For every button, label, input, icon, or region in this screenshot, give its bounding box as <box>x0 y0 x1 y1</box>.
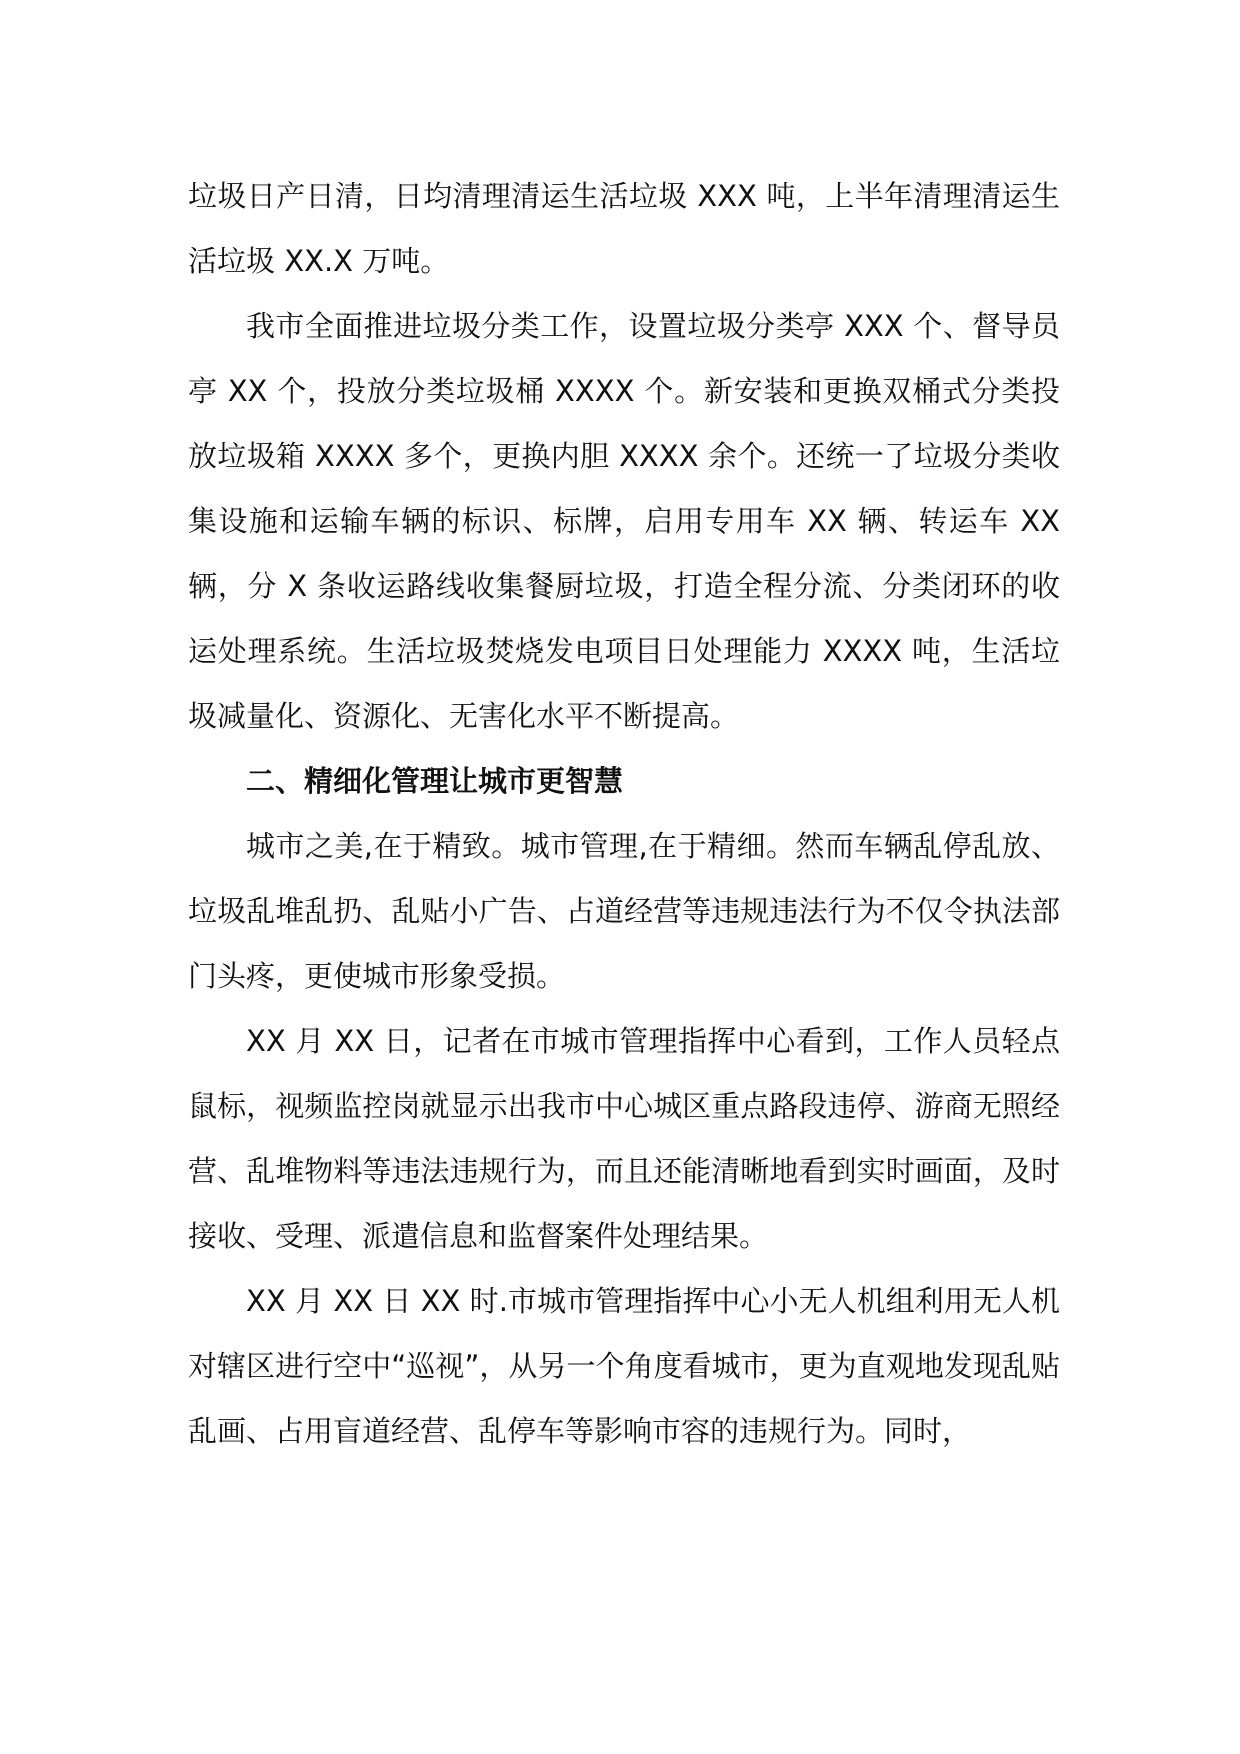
paragraph-garbage-sorting: 我市全面推进垃圾分类工作，设置垃圾分类亭 XXX 个、督导员亭 XX 个，投放分类垃圾桶 XXXX 个。新安装和更换双桶式分类投放垃圾箱 XXXX 多个，更换内胆 XXXX 余个。还统一了垃圾分类收集设施和运输车辆的标识、标牌，启用专用车 XX 辆、转运车 XX 辆，分 X 条收运路线收集餐厨垃圾，打造全程分流、分类闭环的收运处理系统。生活垃圾焚烧发电项目日处理能力 XXXX 吨，生活垃圾减量化、资源化、无害化水平不断提高。 <box>188 309 1060 733</box>
document-body <box>188 164 1060 1464</box>
section-heading: 二、精细化管理让城市更智慧 <box>246 764 624 798</box>
paragraph-city-beauty: 城市之美,在于精致。城市管理,在于精细。然而车辆乱停乱放、垃圾乱堆乱扔、乱贴小广告、占道经营等违规违法行为不仅令执法部门头疼，更使城市形象受损。 <box>188 829 1060 993</box>
paragraph-command-center: XX 月 XX 日，记者在市城市管理指挥中心看到，工作人员轻点鼠标，视频监控岗就显示出我市中心城区重点路段违停、游商无照经营、乱堆物料等违法违规行为，而且还能清晰地看到实时画面，及时接收、受理、派遣信息和监督案件处理结果。 <box>188 1024 1060 1253</box>
paragraph-drone-patrol: XX 月 XX 日 XX 时.市城市管理指挥中心小无人机组利用无人机对辖区进行空中“巡视”，从另一个角度看城市，更为直观地发现乱贴乱画、占用盲道经营、乱停车等影响市容的违规行为。同时， <box>188 1284 1060 1448</box>
paragraph-continuation: 垃圾日产日清，日均清理清运生活垃圾 XXX 吨，上半年清理清运生活垃圾 XX.X 万吨。 <box>188 179 1060 278</box>
